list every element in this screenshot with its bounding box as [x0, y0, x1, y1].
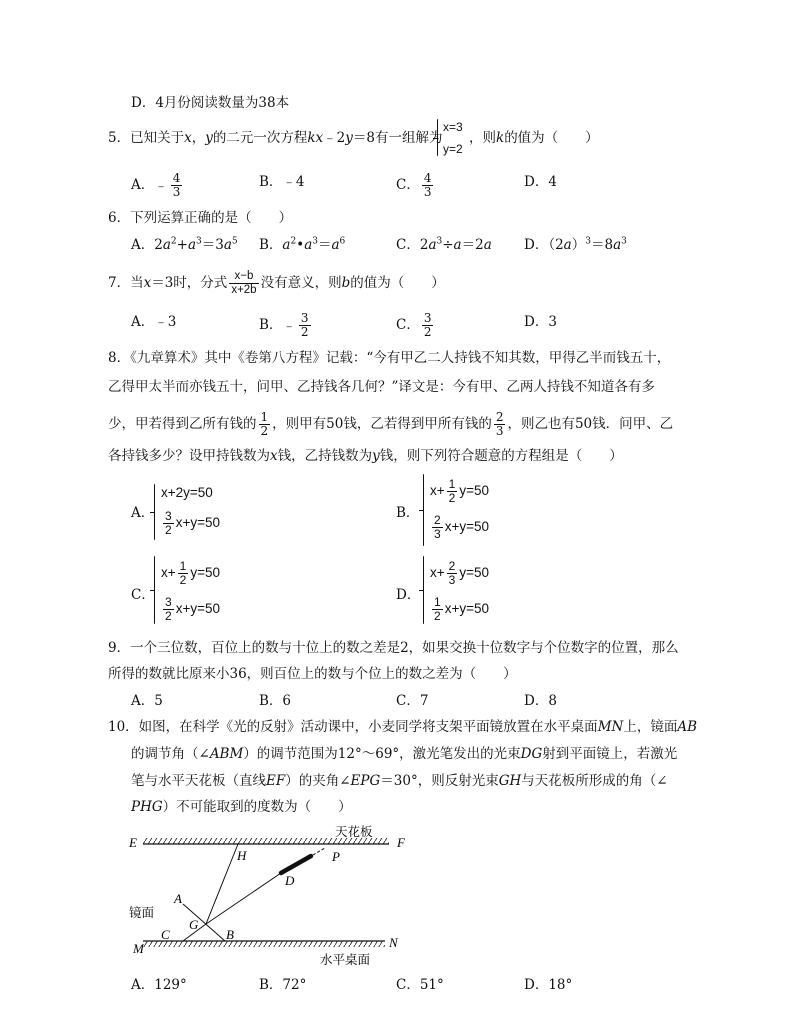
label-m: M — [133, 941, 144, 956]
q10-line-1: 10．如图，在科学《光的反射》活动课中，小麦同学将支架平面镜放置在水平桌面MN上，镜面AB — [108, 719, 697, 735]
label-h: H — [237, 848, 247, 863]
q8-line-2: 乙得甲太半而亦钱五十，问甲、乙持钱各几何？”译文是：今有甲、乙两人持钱不知道各有多 — [108, 379, 655, 395]
q7-option-b[interactable]: B．﹣ $\frac{3}{2}$ — [259, 311, 309, 339]
q5-option-c[interactable]: C． $\frac{4}{3}$ — [396, 171, 432, 199]
q5-option-b[interactable]: B．﹣4 — [259, 174, 305, 190]
q6-option-d[interactable]: D．$(2a)^3=8a^3$ — [524, 236, 627, 253]
q5-option-a[interactable]: A．﹣ $\frac{4}{3}$ — [131, 171, 181, 199]
q7-option-d[interactable]: D．3 — [524, 314, 557, 330]
q10-option-c[interactable]: C．51° — [396, 977, 444, 993]
q10-figure — [125, 825, 425, 973]
q7-option-c[interactable]: C． $\frac{3}{2}$ — [396, 311, 432, 339]
q4-option-d: D．4月份阅读数量为38本 — [131, 95, 290, 111]
q10-line-2: 的调节角（∠ABM）的调节范围为12°～69°，激光笔发出的光束DG射到平面镜上，若激光 — [131, 746, 678, 762]
q5-stem-tail: ，则k的值为（ ） — [469, 130, 599, 146]
q6-option-a[interactable]: A．$2a^2+a^3=3a^5$ — [131, 236, 238, 253]
label-a: A — [174, 891, 182, 906]
q5-option-d[interactable]: D．4 — [524, 174, 557, 190]
q8-line-1: 8．《九章算术》其中《卷第八方程》记载：“今有甲乙二人持钱不知其数，甲得乙半而钱五十， — [108, 350, 671, 366]
label-f: F — [397, 835, 405, 850]
label-mirror: 镜面 — [129, 906, 155, 920]
q8-line-3: 少，甲若得到乙所有钱的 $\frac{1}{2}$ ，则甲有50钱，乙若得到甲所有钱的 $\frac{2}{3}$ ，则乙也有50钱．问甲、乙 — [108, 410, 674, 438]
q9-option-c[interactable]: C．7 — [396, 693, 429, 709]
desk-hatch — [143, 941, 385, 947]
label-g: G — [189, 917, 199, 932]
label-e: E — [129, 835, 137, 850]
q6-stem: 6．下列运算正确的是（ ） — [108, 210, 293, 226]
q10-line-3: 笔与水平天花板（直线EF）的夹角∠EPG＝30°，则反射光束GH与天花板所形成的角（∠ — [131, 773, 668, 789]
label-c: C — [161, 927, 170, 942]
laser-dash — [313, 848, 325, 855]
q9-option-b[interactable]: B．6 — [259, 693, 292, 709]
label-n: N — [389, 935, 398, 950]
label-desk: 水平桌面 — [320, 953, 371, 967]
laser-pen — [281, 856, 311, 873]
q5-stem: 5．已知关于x，y的二元一次方程kx﹣2y＝8有一组解为 — [108, 130, 443, 146]
label-b: B — [226, 927, 234, 942]
q10-line-4: PHG）不可能取到的度数为（ ） — [131, 799, 352, 815]
q9-line-2: 所得的数就比原来小36，则百位上的数与个位上的数之差为（ ） — [108, 666, 517, 682]
beam-gh — [206, 844, 238, 924]
q6-option-b[interactable]: B．$a^2•a^3=a^6$ — [259, 236, 346, 253]
beam-gd — [206, 873, 281, 924]
q7-option-a[interactable]: A．﹣3 — [131, 314, 177, 330]
q10-option-a[interactable]: A．129° — [131, 977, 187, 993]
label-p: P — [332, 849, 340, 864]
q8-line-4: 各持钱多少？设甲持钱数为x钱，乙持钱数为y钱，则下列符合题意的方程组是（ ） — [108, 448, 623, 464]
q9-option-a[interactable]: A．5 — [131, 693, 163, 709]
label-ceiling: 天花板 — [335, 825, 373, 839]
q7-stem: 7．当x＝3时，分式 $\frac{x-b}{x+2b}$ 没有意义，则b的值为（ ） — [108, 270, 445, 296]
q10-option-b[interactable]: B．72° — [259, 977, 307, 993]
q9-option-d[interactable]: D．8 — [524, 693, 557, 709]
q9-line-1: 9．一个三位数，百位上的数与十位上的数之差是2，如果交换十位数字与个位数字的位置，那么 — [108, 640, 679, 656]
q6-option-c[interactable]: C．$2a^3\div a=2a$ — [396, 236, 492, 253]
q10-option-d[interactable]: D．18° — [524, 977, 573, 993]
label-d: D — [285, 873, 295, 888]
